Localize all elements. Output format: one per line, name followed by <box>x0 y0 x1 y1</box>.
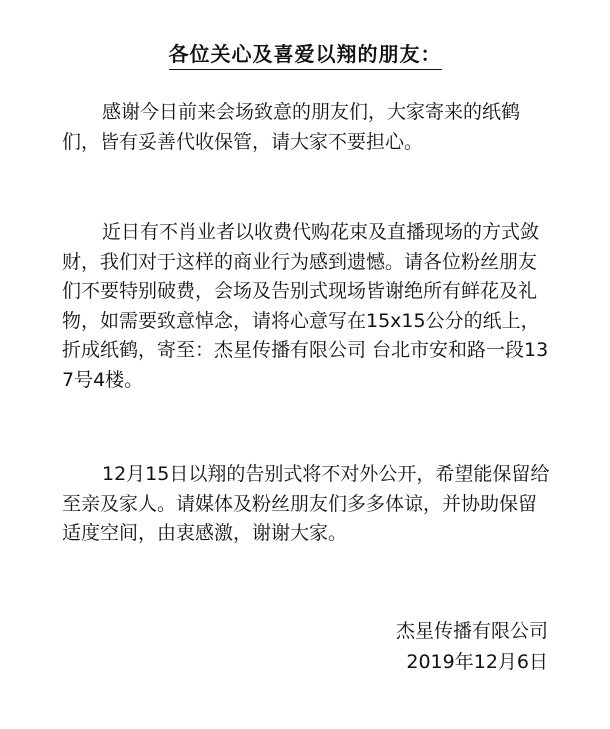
paragraph-warning: 近日有不肖业者以收费代购花束及直播现场的方式敛财，我们对于这样的商业行为感到遗憾。请各位粉丝朋友们不要特别破费，会场及告别式现场皆谢绝所有鲜花及礼物，如需要致意悼念，请将心意写在15x15公分的纸上，折成纸鹤，寄至：杰星传播有限公司 台北市安和路一段137号4楼。 <box>62 221 549 391</box>
document-title-text: 各位关心及喜爱以翔的朋友： <box>169 40 442 70</box>
signature-date: 2019年12月6日 <box>406 651 548 673</box>
paragraph-thanks: 感谢今日前来会场致意的朋友们，大家寄来的纸鹤们，皆有妥善代收保管，请大家不要担心。 <box>62 101 521 153</box>
paragraph-funeral: 12月15日以翔的告别式将不对外公开，希望能保留给至亲及家人。请媒体及粉丝朋友们多多体谅，并协助保留适度空间，由衷感激，谢谢大家。 <box>62 463 550 544</box>
signature-block <box>396 616 548 678</box>
signature-company: 杰星传播有限公司 <box>395 620 548 642</box>
document-title <box>0 40 610 70</box>
